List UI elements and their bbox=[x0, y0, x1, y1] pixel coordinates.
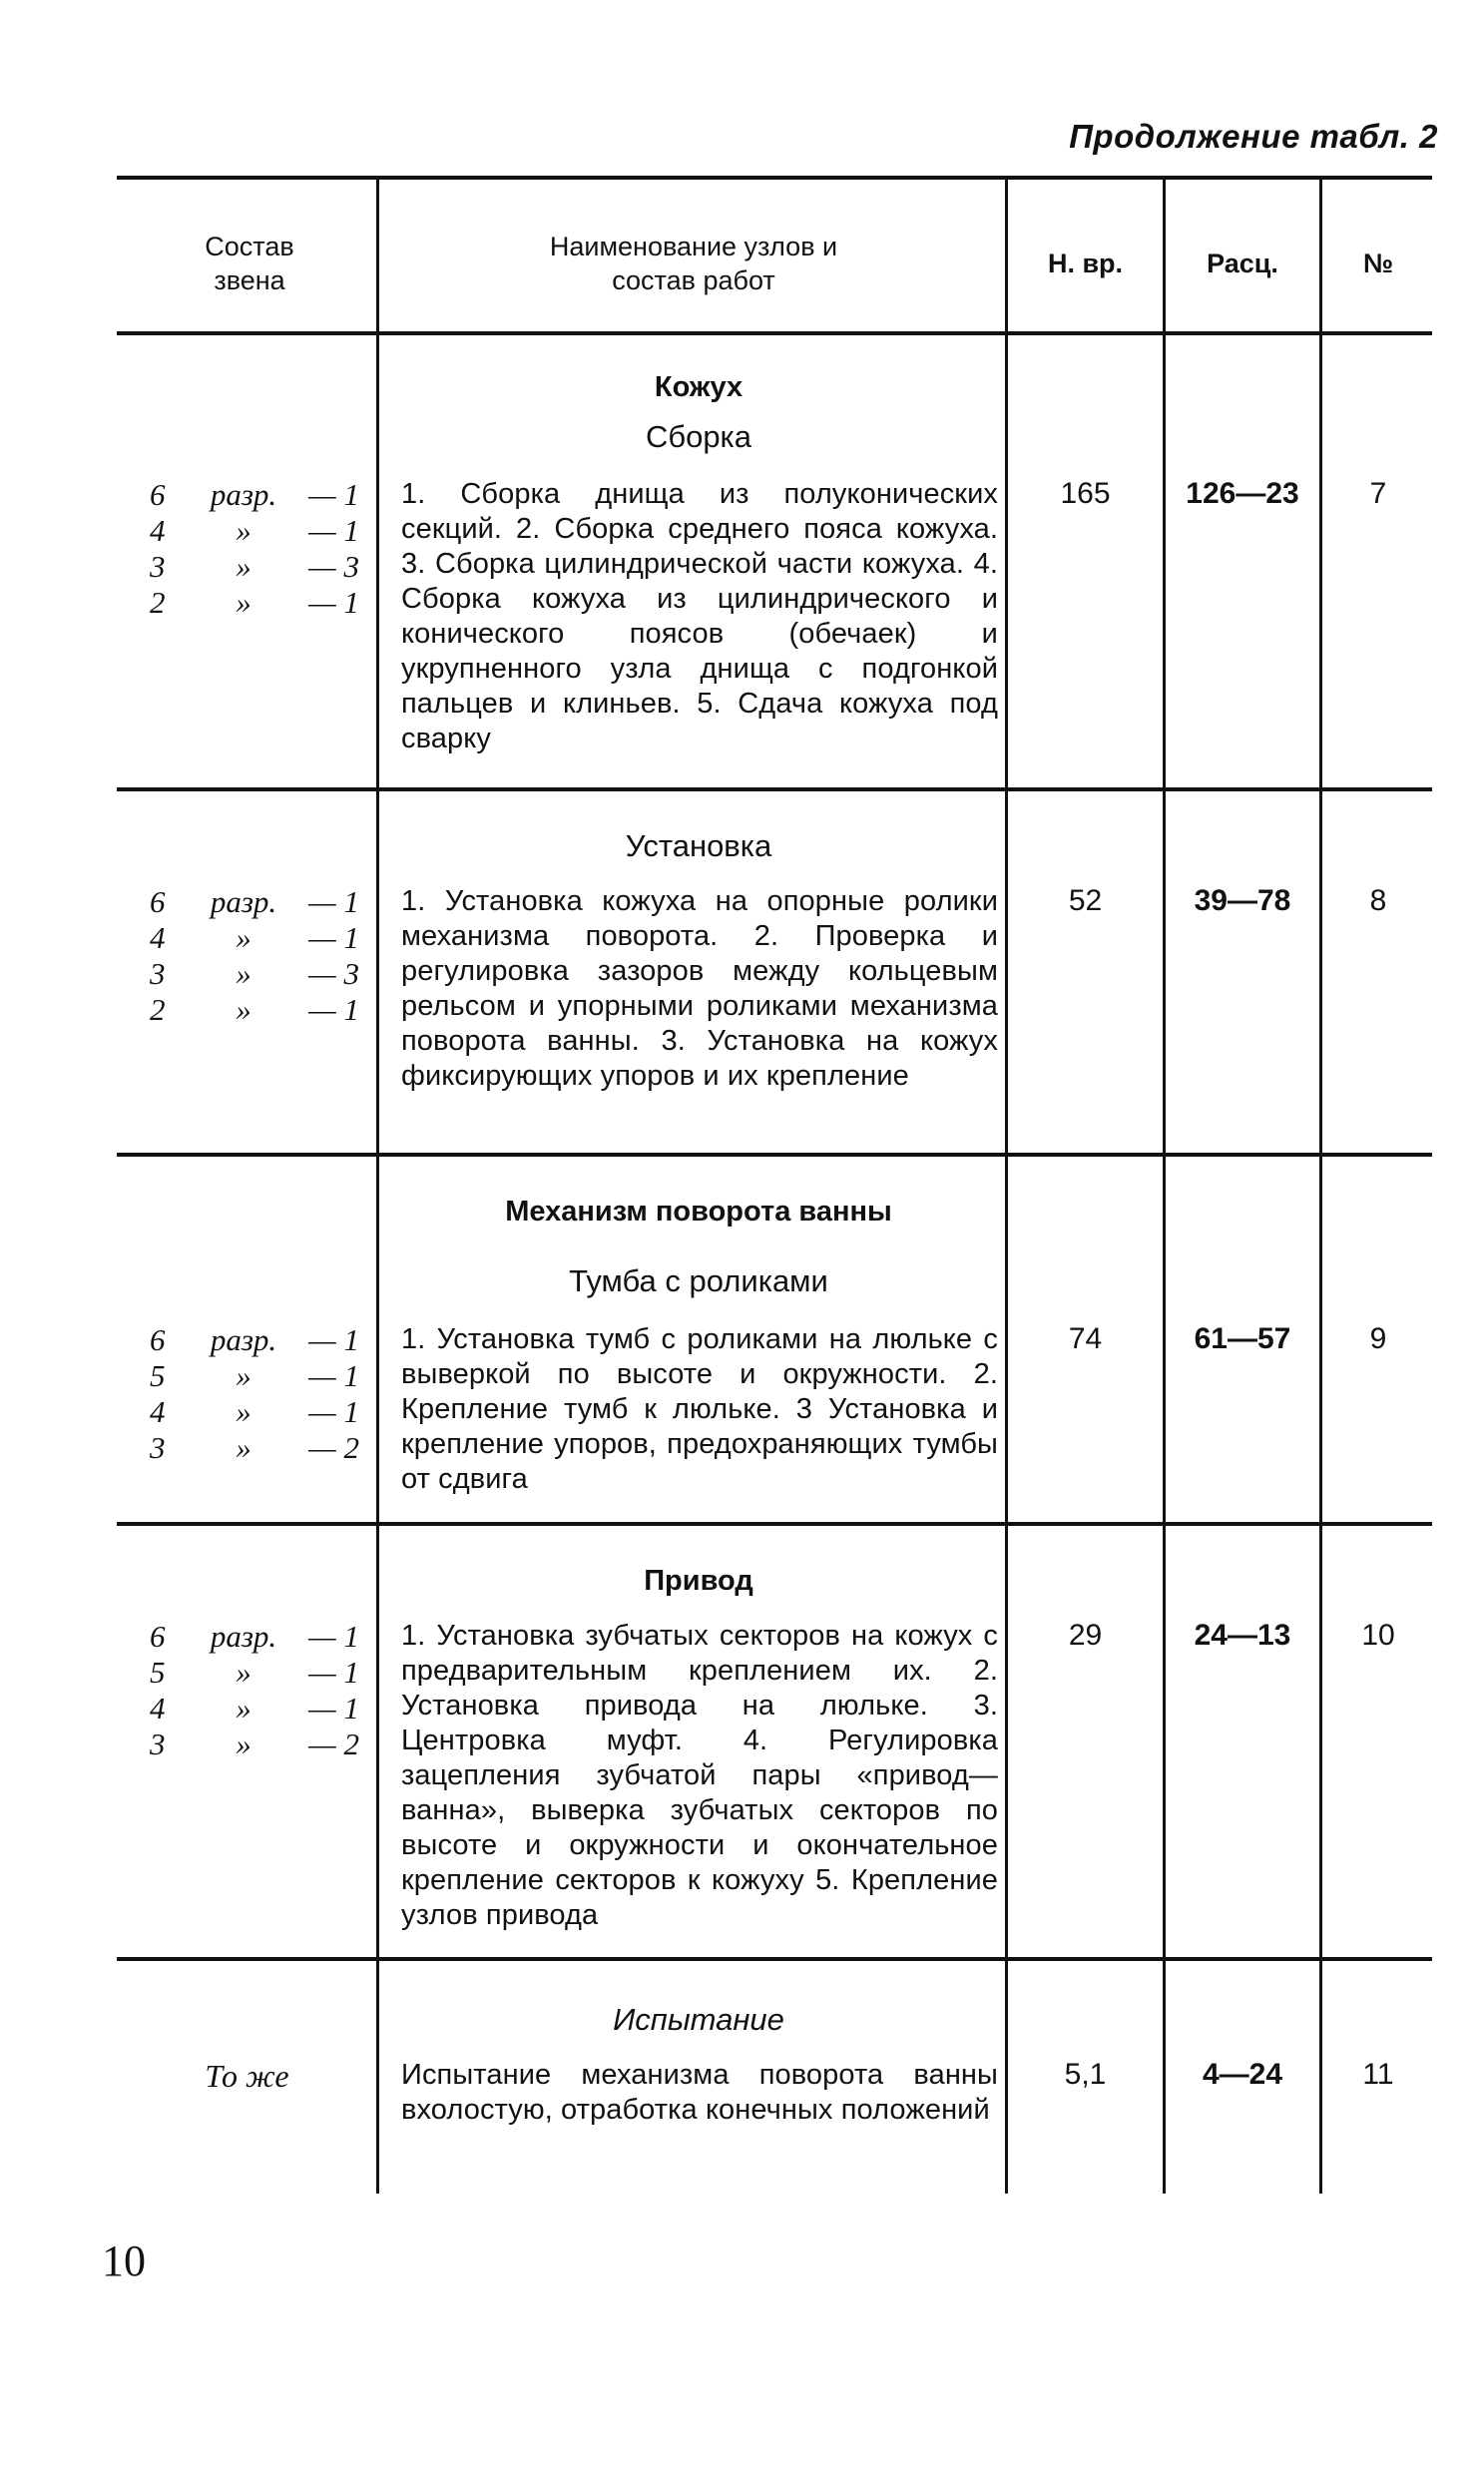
rate-value: 4—24 bbox=[1202, 2058, 1283, 2091]
header-bottom-border bbox=[117, 331, 1432, 335]
row-number: 8 bbox=[1369, 884, 1387, 917]
header-norm: Н. вр. bbox=[1047, 248, 1124, 279]
time-norm: 165 bbox=[1060, 477, 1111, 510]
table-top-border bbox=[117, 176, 1432, 180]
time-norm: 5,1 bbox=[1064, 2058, 1107, 2091]
section-title: Механизм поворота ванны bbox=[505, 1196, 892, 1228]
section-subtitle: Установка bbox=[625, 828, 772, 863]
rate-value: 24—13 bbox=[1194, 1619, 1291, 1652]
row-number: 9 bbox=[1369, 1322, 1387, 1355]
crew-composition: 6 разр. — 1 5 » — 1 4 » — 1 3 » — 2 bbox=[150, 1322, 359, 1465]
header-name: Наименование узлов и состав работ bbox=[549, 232, 838, 295]
row-number: 11 bbox=[1362, 2058, 1394, 2091]
work-description: 1. Установка кожуха на опорные ролики механизма поворота. 2. Проверка и регулировка зазоров между кольцевым рельсом и упорными роликами механизма поворота ванны. 3. Установка на кожух фиксирующих упоров и их крепление bbox=[401, 885, 998, 1092]
rate-value: 61—57 bbox=[1194, 1322, 1291, 1355]
continuation-label: Продолжение табл. 2 bbox=[1069, 118, 1438, 155]
header-rate: Расц. bbox=[1207, 248, 1278, 279]
header-number: № bbox=[1362, 248, 1394, 279]
section-subtitle: Сборка bbox=[645, 419, 752, 454]
time-norm: 52 bbox=[1068, 884, 1103, 917]
column-divider-1 bbox=[376, 178, 379, 2194]
row-divider-3 bbox=[117, 1522, 1432, 1526]
row-divider-1 bbox=[117, 787, 1432, 791]
row-divider-2 bbox=[117, 1153, 1432, 1157]
crew-composition: 6 разр. — 1 4 » — 1 3 » — 3 2 » — 1 bbox=[150, 477, 359, 620]
work-description: 1. Установка тумб с роликами на люльке с выверкой по высоте и окружности. 2. Крепление тумб к люльке. 3 Установка и крепление упоров, предохраняющих тумбы от сдвига bbox=[401, 1323, 998, 1495]
page-number: 10 bbox=[102, 2236, 146, 2285]
rate-value: 126—23 bbox=[1186, 477, 1299, 510]
section-title: Кожух bbox=[654, 371, 743, 403]
crew-composition: 6 разр. — 1 4 » — 1 3 » — 3 2 » — 1 bbox=[150, 884, 359, 1027]
work-description: 1. Сборка днища из полуконических секций. 2. Сборка среднего пояса кожуха. 3. Сборка цилиндрической части кожуха. 4. Сборка кожуха из цилиндрического и конического поясов (обечаек) и укрупненного узла днища с подгонкой пальцев и клиньев. 5. Сдача кожуха под сварку bbox=[401, 478, 998, 754]
row-number: 10 bbox=[1361, 1619, 1395, 1652]
crew-same-as-above: То же bbox=[205, 2058, 289, 2094]
time-norm: 74 bbox=[1068, 1322, 1103, 1355]
work-description: 1. Установка зубчатых секторов на кожух с предварительным креплением их. 2. Установка привода на люльке. 3. Центровка муфт. 4. Регулировка зацепления зубчатой пары «привод—ванна», выверка зубчатых секторов по высоте и окружности и окончательное крепление секторов к кожуху 5. Крепление узлов привода bbox=[401, 1620, 998, 1931]
header-crew: Состав звена bbox=[205, 232, 294, 295]
section-subtitle: Тумба с роликами bbox=[569, 1263, 828, 1298]
row-divider-4 bbox=[117, 1957, 1432, 1961]
crew-composition: 6 разр. — 1 5 » — 1 4 » — 1 3 » — 2 bbox=[150, 1619, 359, 1761]
time-norm: 29 bbox=[1068, 1619, 1103, 1652]
row-number: 7 bbox=[1369, 477, 1387, 510]
work-description: Испытание механизма поворота ванны вхолостую, отработка конечных положений bbox=[401, 2059, 998, 2126]
section-subtitle: Испытание bbox=[613, 2002, 784, 2037]
section-title: Привод bbox=[644, 1565, 753, 1597]
rate-value: 39—78 bbox=[1194, 884, 1291, 917]
